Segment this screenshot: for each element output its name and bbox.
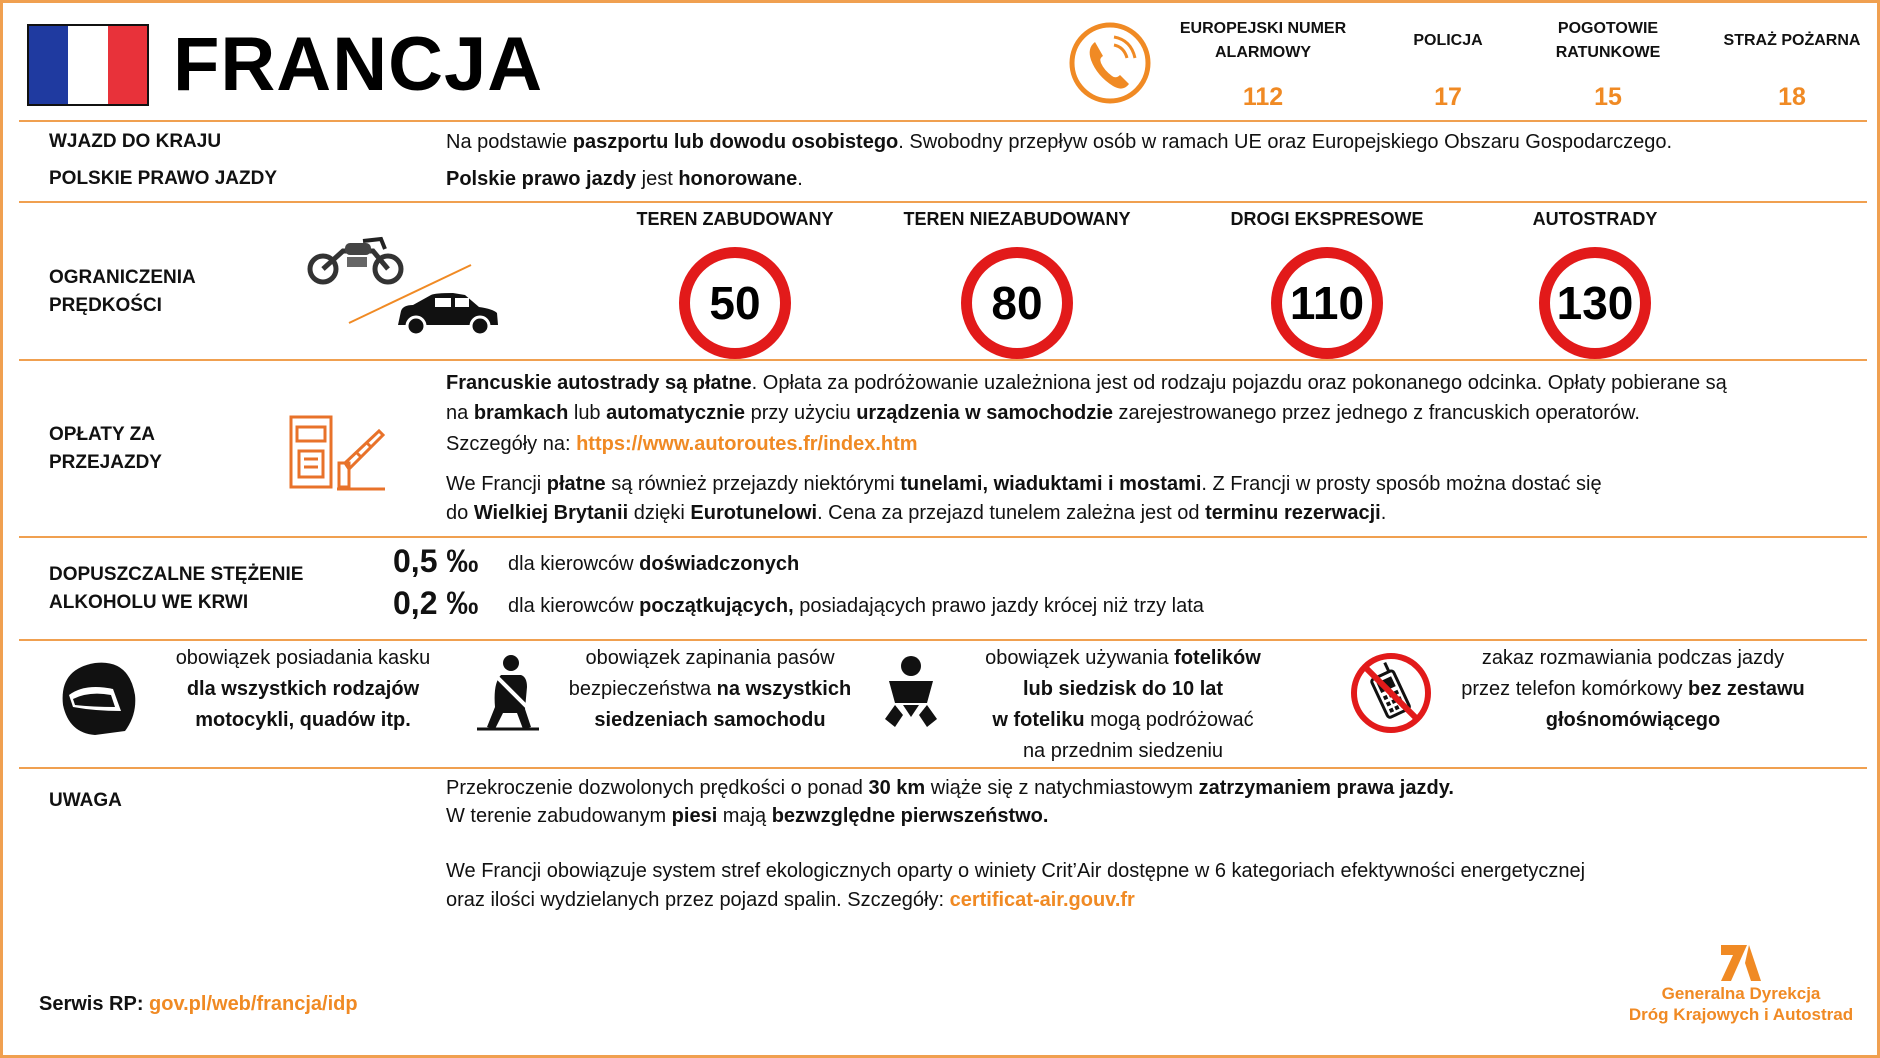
speed-zone-motorway: [1465, 209, 1725, 359]
emergency-ambulance: [1543, 15, 1673, 112]
gddkia-logo-icon: [1717, 941, 1765, 983]
speed-limit-sign: 110: [1271, 247, 1383, 359]
divider: [19, 120, 1867, 122]
emergency-number: 17: [1434, 83, 1462, 111]
emergency-number: 112: [1242, 83, 1284, 111]
speed-limit-sign: 50: [679, 247, 791, 359]
speed-zone-urban: [605, 209, 865, 359]
speed-zone-label: TEREN ZABUDOWANY: [636, 209, 834, 229]
divider: [19, 767, 1867, 769]
toll-gate-icon: [287, 413, 387, 493]
seatbelt-rule: obowiązek zapinania pasów bezpieczeństwa na wszystkich siedzeniach samochodu: [568, 647, 852, 731]
helmet-icon: [55, 655, 139, 737]
motorcycle-car-icon: [303, 233, 503, 343]
tolls-line-3: Szczegóły na: https://www.autoroutes.fr/index.htm: [446, 433, 918, 455]
speed-zone-label: DROGI EKSPRESOWE: [1230, 209, 1424, 229]
emergency-label: EUROPEJSKI NUMER ALARMOWY: [1179, 20, 1347, 61]
flag-france: [27, 24, 149, 106]
tolls-line-5: do Wielkiej Brytanii dzięki Eurotunelowi. Cena za przejazd tunelem zależna jest od terminu rezerwacji.: [446, 502, 1387, 524]
child-seat-rule: obowiązek używania fotelików lub siedzisk do 10 lat w foteliku mogą podróżować na przednim siedzeniu: [985, 647, 1261, 762]
alcohol-label: DOPUSZCZALNE STĘŻENIE ALKOHOLU WE KRWI: [49, 564, 304, 613]
crit-air-link[interactable]: certificat-air.gouv.fr: [949, 889, 1135, 911]
speed-zone-rural: [887, 209, 1147, 359]
note-line-4: oraz ilości wydzielanych przez pojazd spalin. Szczegóły: certificat-air.gouv.fr: [446, 889, 1135, 911]
alcohol-limit-experienced: 0,5 ‰: [393, 543, 479, 579]
note-line-3: We Francji obowiązuje system stref ekologicznych oparty o winiety Crit’Air dostępne w 6 kategoriach efektywności energetycznej: [446, 860, 1586, 882]
tolls-label: OPŁATY ZA PRZEJAZDY: [49, 424, 162, 473]
emergency-number: 18: [1778, 83, 1806, 111]
helmet-rule: obowiązek posiadania kasku dla wszystkich rodzajów motocykli, quadów itp.: [175, 647, 431, 731]
car-icon: [398, 293, 498, 335]
footer-service: Serwis RP: gov.pl/web/francja/idp: [39, 993, 358, 1015]
divider: [19, 536, 1867, 538]
alcohol-text-experienced: dla kierowców doświadczonych: [508, 553, 800, 575]
motorcycle-icon: [310, 239, 401, 282]
entry-label: WJAZD DO KRAJU: [49, 131, 222, 152]
tolls-line-2: na bramkach lub automatycznie przy użyciu urządzenia w samochodzie zarejestrowanego przez jednego z francuskich operatorów.: [446, 402, 1640, 424]
tolls-line-1: Francuskie autostrady są płatne. Opłata za podróżowanie uzależniona jest od rodzaju pojazdu oraz pokonanego odcinka. Opłaty pobierane są: [446, 372, 1727, 394]
speed-zone-label: TEREN NIEZABUDOWANY: [903, 209, 1131, 229]
autoroutes-link[interactable]: https://www.autoroutes.fr/index.htm: [576, 433, 918, 455]
emergency-european: [1173, 15, 1353, 112]
emergency-number: 15: [1594, 83, 1622, 111]
seatbelt-icon: [473, 653, 543, 733]
speed-limit-sign: 80: [961, 247, 1073, 359]
license-label: POLSKIE PRAWO JAZDY: [49, 168, 278, 189]
divider: [19, 201, 1867, 203]
divider: [19, 359, 1867, 361]
speed-label: OGRANICZENIA PRĘDKOŚCI: [49, 267, 196, 316]
gddkia-name: Generalna Dyrekcja Dróg Krajowych i Autostrad: [1628, 984, 1854, 1024]
note-line-1: Przekroczenie dozwolonych prędkości o ponad 30 km wiąże się z natychmiastowym zatrzymaniem prawa jazdy.: [446, 777, 1454, 799]
note-label: UWAGA: [49, 790, 122, 811]
emergency-label: POGOTOWIE RATUNKOWE: [1555, 20, 1661, 61]
page-title: FRANCJA: [173, 22, 544, 107]
emergency-label: POLICJA: [1413, 32, 1483, 49]
emergency-label: STRAŻ POŻARNA: [1723, 32, 1861, 49]
phone-icon: [1067, 20, 1153, 106]
gov-link[interactable]: gov.pl/web/francja/idp: [149, 993, 358, 1015]
entry-text: Na podstawie paszportu lub dowodu osobistego. Swobodny przepływ osób w ramach UE oraz Europejskiego Obszaru Gospodarczego.: [446, 131, 1673, 153]
speed-limit-sign: 130: [1539, 247, 1651, 359]
emergency-fire: [1715, 15, 1869, 112]
alcohol-text-novice: dla kierowców początkujących, posiadających prawo jazdy krócej niż trzy lata: [508, 595, 1204, 617]
no-phone-icon: [1349, 651, 1433, 735]
child-seat-icon: [881, 655, 941, 731]
speed-zone-label: AUTOSTRADY: [1532, 209, 1658, 229]
license-text: Polskie prawo jazdy jest honorowane.: [446, 168, 803, 190]
phone-rule: zakaz rozmawiania podczas jazdy przez telefon komórkowy bez zestawu głośnomówiącego: [1461, 647, 1805, 731]
alcohol-limit-novice: 0,2 ‰: [393, 585, 479, 621]
tolls-line-4: We Francji płatne są również przejazdy niektórymi tunelami, wiaduktami i mostami. Z Francji w prosty sposób można dostać się: [446, 473, 1602, 495]
note-line-2: W terenie zabudowanym piesi mają bezwzględne pierwszeństwo.: [446, 805, 1049, 827]
divider: [19, 639, 1867, 641]
emergency-police: [1383, 15, 1513, 112]
speed-zone-expressway: [1197, 209, 1457, 359]
